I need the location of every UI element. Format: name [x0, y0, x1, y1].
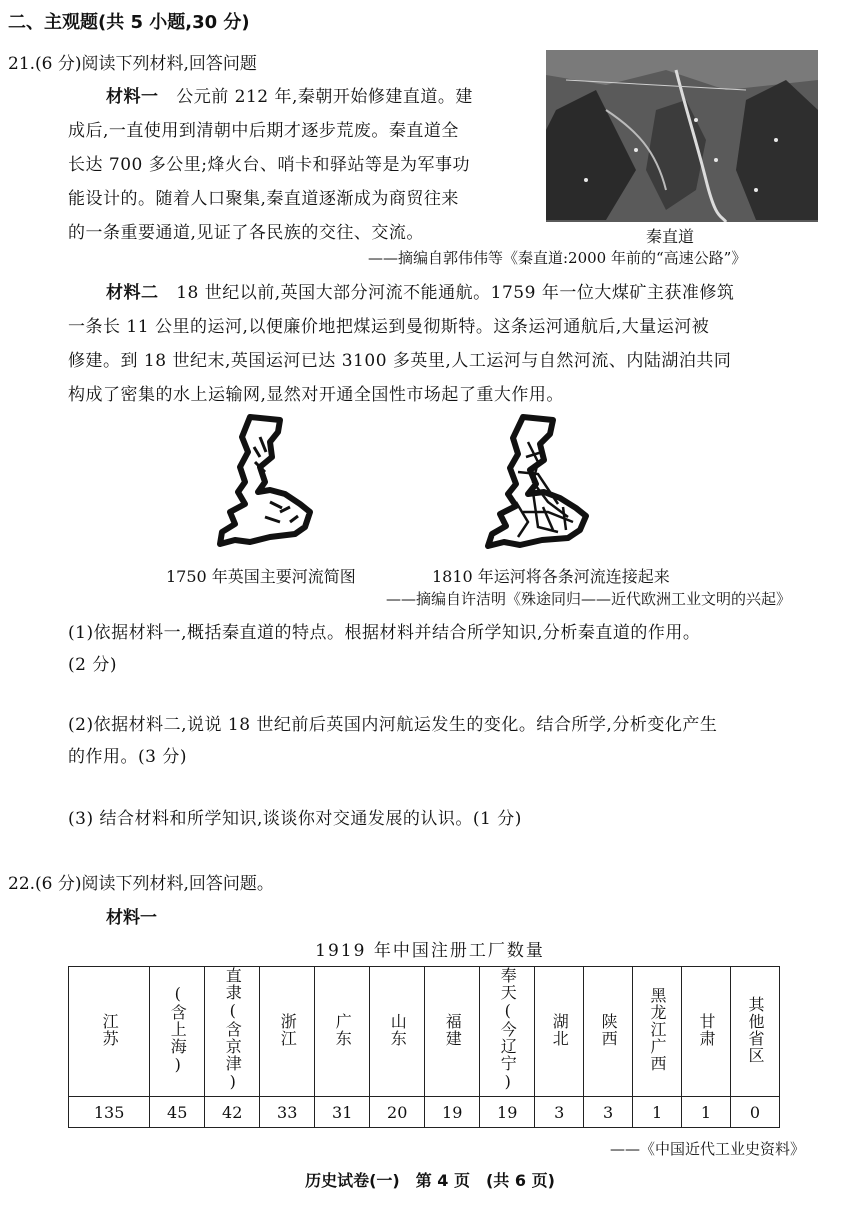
material1-line-3: 长达 700 多公里;烽火台、哨卡和驿站等是为军事功: [68, 155, 470, 175]
table-header-cell: 甘肃: [682, 967, 731, 1097]
material2-line-4: 构成了密集的水上运输网,显然对开通全国性市场起了重大作用。: [68, 385, 564, 405]
material1-line-1: 材料一 公元前 212 年,秦朝开始修建直道。建: [106, 87, 473, 107]
table-header-cell: (含上海): [150, 967, 205, 1097]
table-value-cell: 33: [260, 1097, 315, 1128]
material1-line-4: 能设计的。随着人口聚集,秦直道逐渐成为商贸往来: [68, 189, 459, 209]
table-value-cell: 3: [535, 1097, 584, 1128]
map1-caption: 1750 年英国主要河流简图: [166, 567, 356, 586]
table-value-cell: 45: [150, 1097, 205, 1128]
table-source: ——《中国近代工业史资料》: [610, 1140, 806, 1158]
table-header-cell: 直隶(含京津): [205, 967, 260, 1097]
table-value-cell: 19: [480, 1097, 535, 1128]
table-header-cell: 奉天(今辽宁): [480, 967, 535, 1097]
table-header-cell: 浙江: [260, 967, 315, 1097]
q21-question-2-line-2: 的作用。(3 分): [68, 747, 187, 767]
table-value-cell: 135: [69, 1097, 150, 1128]
q21-header: 21.(6 分)阅读下列材料,回答问题: [8, 54, 257, 74]
table-header-cell: 其他省区: [730, 967, 779, 1097]
table-header-cell: 福建: [425, 967, 480, 1097]
material2-line-3: 修建。到 18 世纪末,英国运河已达 3100 多英里,人工运河与自然河流、内陆湖泊共同: [68, 351, 732, 371]
q21-material1: [68, 80, 538, 114]
q22-material1-label: 材料一: [106, 908, 157, 928]
table-header-cell: 山东: [370, 967, 425, 1097]
q21-question-2-line-1: (2)依据材料二,说说 18 世纪前后英国内河航运发生的变化。结合所学,分析变化产生: [68, 715, 718, 735]
material2-label: 材料二: [106, 283, 159, 303]
table-value-cell: 1: [682, 1097, 731, 1128]
table-header-cell: 黑龙江广西: [633, 967, 682, 1097]
table-header-cell: 江苏: [69, 967, 150, 1097]
table-value-cell: 3: [584, 1097, 633, 1128]
table-title: 1919 年中国注册工厂数量: [315, 941, 545, 961]
uk-rivers-1750-map: [210, 412, 330, 556]
table-value-cell: 31: [315, 1097, 370, 1128]
material1-line-2: 成后,一直使用到清朝中后期才逐步荒废。秦直道全: [68, 121, 459, 141]
table-value-cell: 20: [370, 1097, 425, 1128]
factory-count-table: [68, 966, 780, 1128]
qin-road-caption: 秦直道: [646, 227, 695, 246]
map2-caption: 1810 年运河将各条河流连接起来: [432, 567, 670, 586]
q21-question-3: (3) 结合材料和所学知识,谈谈你对交通发展的认识。(1 分): [68, 809, 522, 829]
material2-line-2: 一条长 11 公里的运河,以便廉价地把煤运到曼彻斯特。这条运河通航后,大量运河被: [68, 317, 710, 337]
table-value-cell: 0: [730, 1097, 779, 1128]
q22-header: 22.(6 分)阅读下列材料,回答问题。: [8, 874, 274, 894]
table-value-cell: 1: [633, 1097, 682, 1128]
q21-question-1-line-1: (1)依据材料一,概括秦直道的特点。根据材料并结合所学知识,分析秦直道的作用。: [68, 623, 701, 643]
qin-road-map-image: [546, 50, 818, 222]
material1-source: ——摘编自郭伟伟等《秦直道:2000 年前的“高速公路”》: [368, 249, 747, 267]
section-heading: 二、主观题(共 5 小题,30 分): [8, 12, 250, 33]
material1-label: 材料一: [106, 87, 159, 107]
table-header-cell: 陕西: [584, 967, 633, 1097]
table-value-cell: 42: [205, 1097, 260, 1128]
page-footer: 历史试卷(一) 第 4 页 (共 6 页): [305, 1171, 555, 1190]
material1-line-5: 的一条重要通道,见证了各民族的交往、交流。: [68, 223, 424, 243]
table-values-row: [69, 1097, 780, 1128]
table-value-cell: 19: [425, 1097, 480, 1128]
material2-line-1: 材料二 18 世纪以前,英国大部分河流不能通航。1759 年一位大煤矿主获准修筑: [68, 276, 828, 310]
material2-source: ——摘编自许洁明《殊途同归——近代欧洲工业文明的兴起》: [386, 590, 792, 608]
table-header-cell: 湖北: [535, 967, 584, 1097]
uk-canals-1810-map: [478, 412, 608, 556]
q21-question-1-line-2: (2 分): [68, 655, 117, 675]
table-header-row: [69, 967, 780, 1097]
table-header-cell: 广东: [315, 967, 370, 1097]
